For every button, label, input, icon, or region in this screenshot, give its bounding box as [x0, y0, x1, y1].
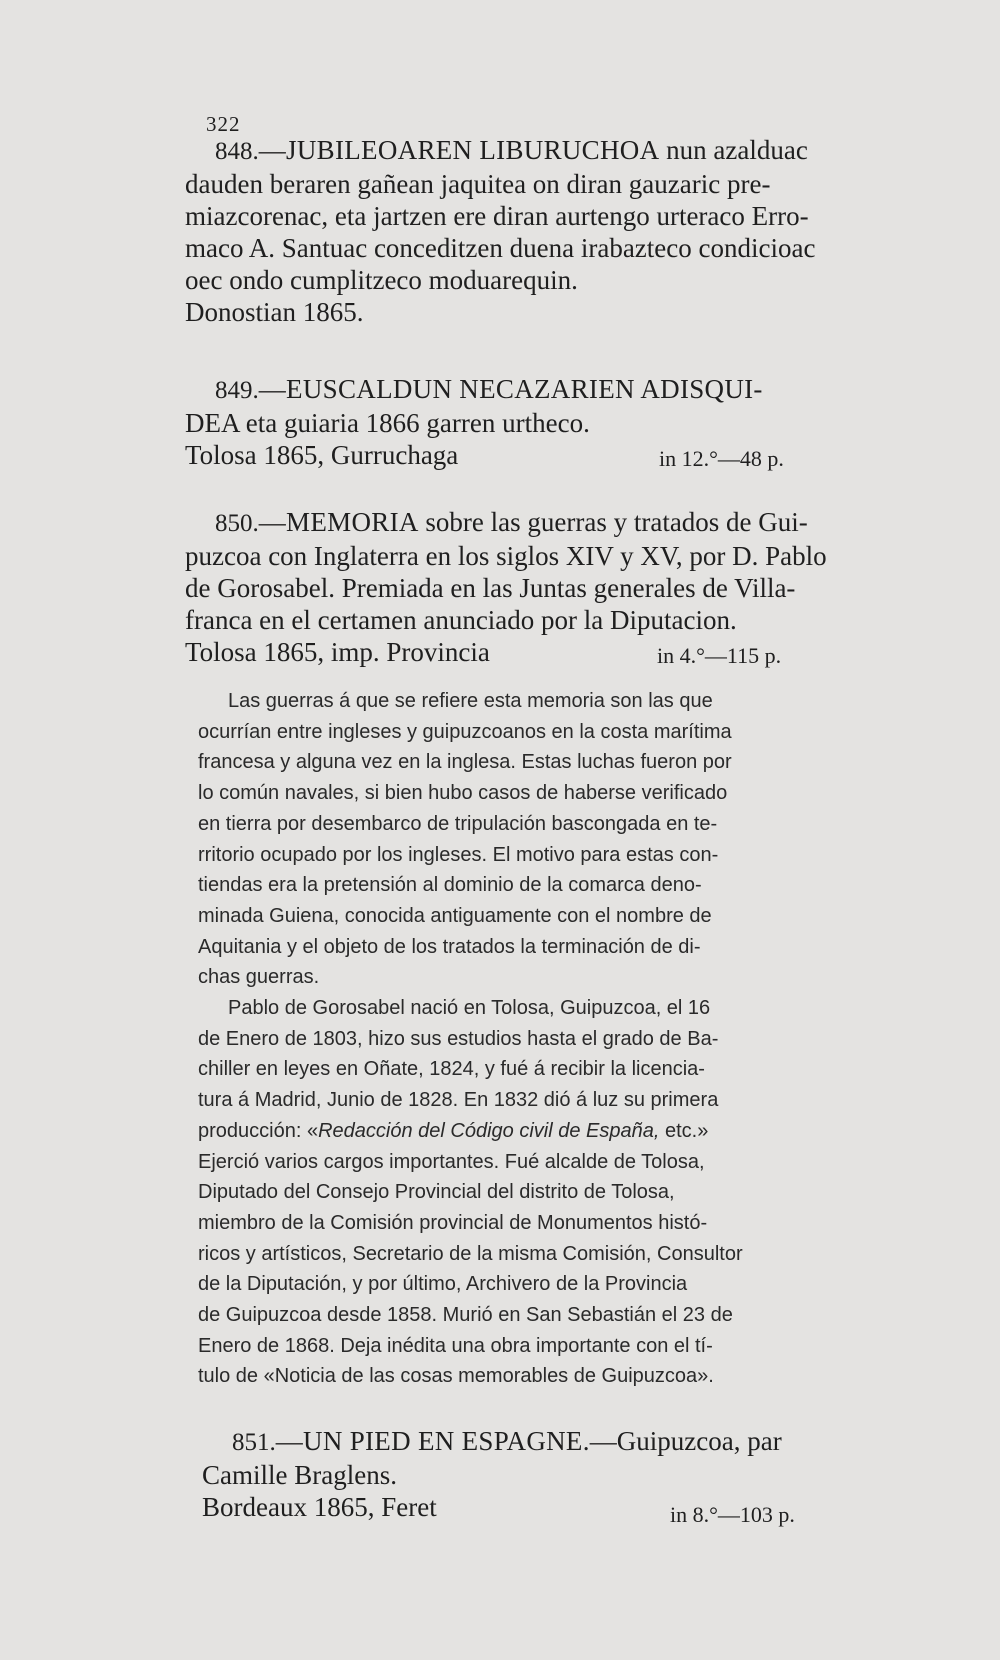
note-line: ricos y artísticos, Secretario de la misma Comisión, Consultor [198, 1242, 743, 1265]
entry-imprint: Donostian 1865. [185, 297, 364, 327]
note-line: miembro de la Comisión provincial de Monumentos histó- [198, 1211, 708, 1234]
note-italic-title: Redacción del Código civil de España, [318, 1119, 660, 1142]
entry-number: 849. [215, 377, 259, 404]
entry-imprint-row [185, 439, 863, 473]
entry-first-line [185, 373, 863, 407]
entry-text: —Guipuzcoa, par [589, 1426, 782, 1456]
entry-848 [185, 134, 863, 330]
note-line: minada Guiena, conocida antiguamente con el nombre de [198, 904, 712, 927]
note-line: de Enero de 1803, hizo sus estudios hasta el grado de Ba- [198, 1027, 719, 1050]
entry-title: —UN PIED EN ESPAGNE. [275, 1426, 590, 1456]
note-line: rritorio ocupado por los ingleses. El motivo para estas con- [198, 843, 719, 866]
entry-title: —JUBILEOAREN LIBURUCHOA [258, 135, 660, 165]
entry-850 [185, 506, 863, 670]
entry-line: oec ondo cumplitzeco moduarequin. [185, 265, 578, 295]
note-line: de la Diputación, y por último, Archivero de la Provincia [198, 1273, 688, 1296]
entry-title: —EUSCALDUN NECAZARIEN ADISQUI- [258, 374, 763, 404]
note-line: Pablo de Gorosabel nació en Tolosa, Guipuzcoa, el 16 [228, 997, 711, 1020]
note-line: tiendas era la pretensión al dominio de la comarca deno- [198, 874, 702, 897]
note-text: etc.» [659, 1119, 709, 1142]
entry-format: in 4.°—115 p. [657, 643, 782, 668]
entry-first-line [202, 1425, 870, 1459]
entry-number: 848. [215, 138, 259, 165]
entry-number: 850. [215, 510, 259, 537]
note-line-mixed [198, 1116, 867, 1147]
note-line: de Guipuzcoa desde 1858. Murió en San Sebastián el 23 de [198, 1304, 733, 1327]
entry-line: dauden beraren gañean jaquitea on diran gauzaric pre- [185, 169, 771, 199]
entry-imprint: Tolosa 1865, imp. Provincia [185, 637, 490, 667]
note-text: producción: « [198, 1119, 319, 1142]
note-line: Diputado del Consejo Provincial del distrito de Tolosa, [198, 1181, 675, 1204]
entry-line: puzcoa con Inglaterra en los siglos XIV y XV, por D. Pablo [185, 541, 827, 571]
note-line: tulo de «Noticia de las cosas memorables de Guipuzcoa». [198, 1365, 714, 1388]
entry-line: Camille Braglens. [202, 1460, 397, 1490]
entry-text: nun azalduac [659, 135, 808, 165]
entry-first-line [185, 506, 863, 540]
note-line: en tierra por desembarco de tripulación bascongada en te- [198, 812, 718, 835]
entry-line: de Gorosabel. Premiada en las Juntas generales de Villa- [185, 573, 796, 603]
entry-imprint-row [185, 636, 863, 670]
entry-851 [202, 1425, 870, 1525]
entry-title: —MEMORIA [258, 507, 419, 537]
entry-imprint-row [202, 1491, 870, 1525]
entry-line: miazcorenac, eta jartzen ere diran aurtengo urteraco Erro- [185, 201, 809, 231]
entry-format: in 8.°—103 p. [670, 1502, 795, 1527]
entry-line: maco A. Santuac conceditzen duena irabazteco condicioac [185, 233, 816, 263]
note-line: tura á Madrid, Junio de 1828. En 1832 dió á luz su primera [198, 1089, 719, 1112]
entry-849 [185, 373, 863, 473]
note-line: ocurrían entre ingleses y guipuzcoanos en la costa marítima [198, 720, 732, 743]
entry-imprint: Bordeaux 1865, Feret [202, 1492, 437, 1522]
note-line: Ejerció varios cargos importantes. Fué alcalde de Tolosa, [198, 1150, 705, 1173]
note-line: chiller en leyes en Oñate, 1824, y fué á recibir la licencia- [198, 1058, 705, 1081]
note-line: lo común navales, si bien hubo casos de haberse verificado [198, 782, 728, 805]
entry-format: in 12.°—48 p. [659, 446, 784, 471]
note-line: Aquitania y el objeto de los tratados la terminación de di- [198, 935, 701, 958]
entry-850-note [198, 686, 867, 1392]
entry-text: sobre las guerras y tratados de Gui- [418, 507, 808, 537]
note-line: Las guerras á que se refiere esta memoria son las que [228, 690, 713, 712]
entry-line: franca en el certamen anunciado por la Diputacion. [185, 605, 737, 635]
note-line: francesa y alguna vez en la inglesa. Estas luchas fueron por [198, 751, 732, 774]
note-line: chas guerras. [198, 966, 320, 989]
note-line: Enero de 1868. Deja inédita una obra importante con el tí- [198, 1334, 713, 1357]
entry-imprint: Tolosa 1865, Gurruchaga [185, 440, 459, 470]
entry-imprint-row [185, 296, 863, 330]
entry-first-line [185, 134, 863, 168]
page-number: 322 [206, 112, 241, 136]
entry-number: 851. [232, 1429, 276, 1456]
entry-line: DEA eta guiaria 1866 garren urtheco. [185, 408, 590, 438]
